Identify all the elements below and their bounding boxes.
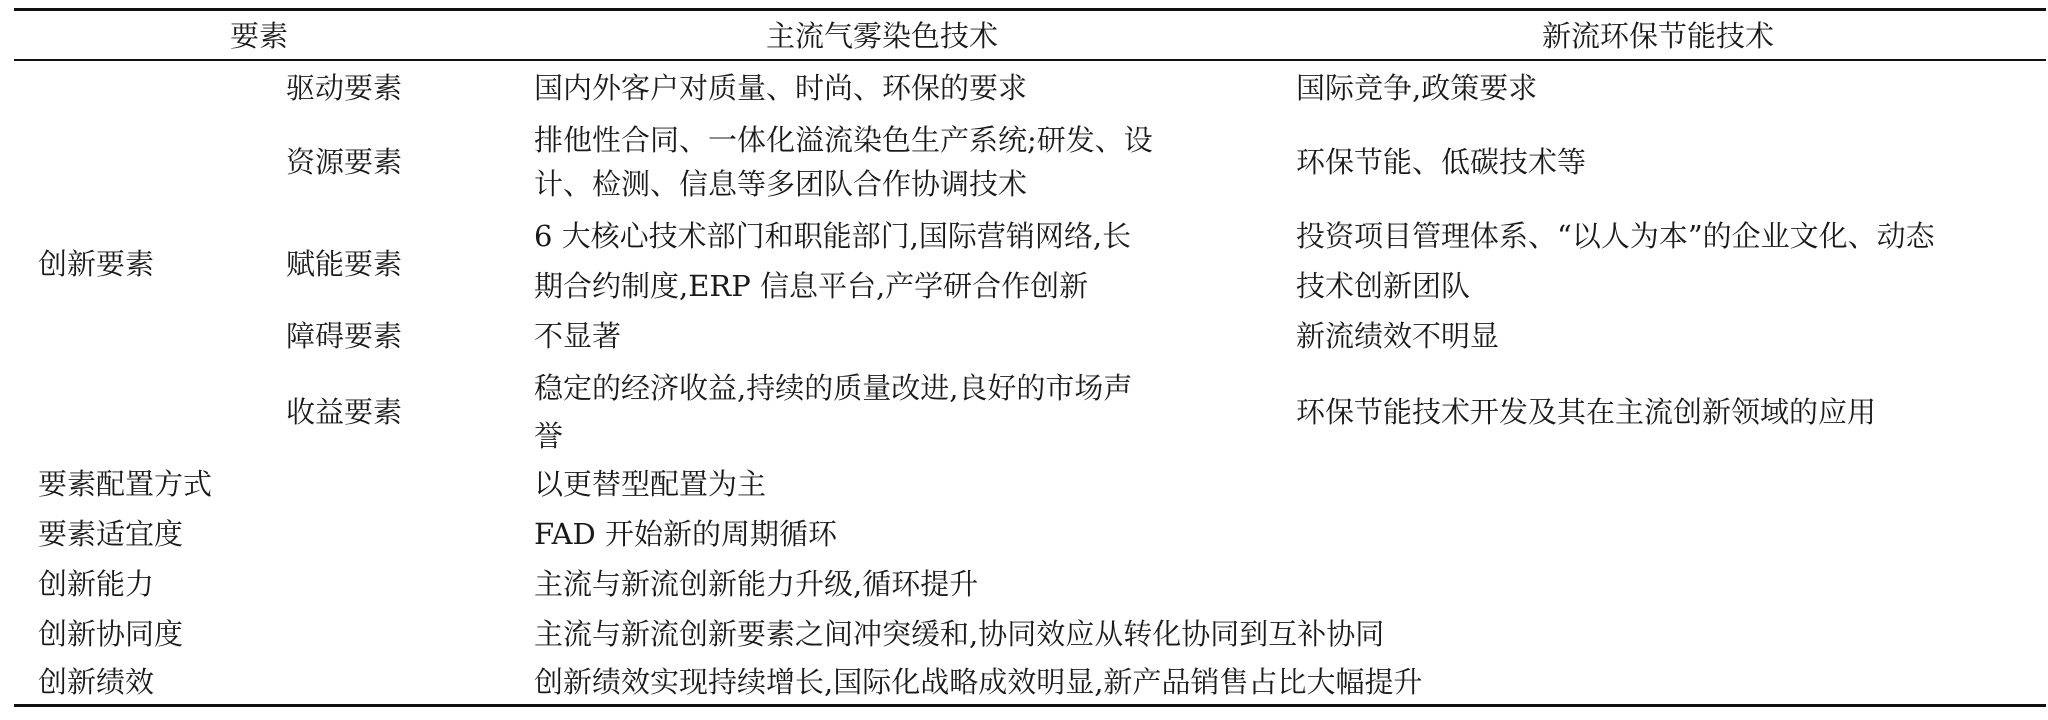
row-mainstream-text: 期合约制度,ERP 信息平台,产学研合作创新 <box>534 269 1089 303</box>
row-value: 主流与新流创新要素之间冲突缓和,协同效应从转化协同到互补协同 <box>534 617 1385 651</box>
row-mainstream-text: 誉 <box>534 419 564 453</box>
row-newstream-text: 环保节能技术开发及其在主流创新领域的应用 <box>1296 395 1877 429</box>
row-newstream-text: 新流绩效不明显 <box>1296 319 1500 353</box>
row-label: 创新协同度 <box>38 617 184 651</box>
innovation-factors-label: 创新要素 <box>38 247 155 281</box>
row-mainstream-text: 计、检测、信息等多团队合作协调技术 <box>534 167 1028 201</box>
table-top-rule <box>14 8 2046 11</box>
row-value: FAD 开始新的周期循环 <box>534 517 838 551</box>
row-label: 创新能力 <box>38 567 155 601</box>
header-mainstream: 主流气雾染色技术 <box>766 19 999 53</box>
row-mainstream-text: 国内外客户对质量、时尚、环保的要求 <box>534 71 1028 105</box>
row-label: 创新绩效 <box>38 665 155 699</box>
row-factor-name: 收益要素 <box>286 395 403 429</box>
row-newstream-text: 国际竞争,政策要求 <box>1296 71 1538 105</box>
row-label: 要素配置方式 <box>38 467 213 501</box>
row-value: 主流与新流创新能力升级,循环提升 <box>534 567 979 601</box>
row-newstream-text: 技术创新团队 <box>1296 269 1471 303</box>
row-mainstream-text: 稳定的经济收益,持续的质量改进,良好的市场声 <box>534 371 1133 405</box>
row-value: 创新绩效实现持续增长,国际化战略成效明显,新产品销售占比大幅提升 <box>534 665 1423 699</box>
row-newstream-text: 环保节能、低碳技术等 <box>1296 145 1587 179</box>
row-newstream-text: 投资项目管理体系、“以人为本”的企业文化、动态 <box>1296 219 1935 253</box>
row-mainstream-text: 不显著 <box>534 319 622 353</box>
row-factor-name: 资源要素 <box>286 145 403 179</box>
row-factor-name: 赋能要素 <box>286 247 403 281</box>
row-label: 要素适宜度 <box>38 517 184 551</box>
row-mainstream-text: 排他性合同、一体化溢流染色生产系统;研发、设 <box>534 123 1153 157</box>
header-newstream: 新流环保节能技术 <box>1542 19 1775 53</box>
row-factor-name: 驱动要素 <box>286 71 403 105</box>
row-value: 以更替型配置为主 <box>534 467 767 501</box>
table-header-rule <box>14 59 2046 61</box>
table-bottom-rule <box>14 704 2046 707</box>
row-factor-name: 障碍要素 <box>286 319 403 353</box>
header-factor: 要素 <box>230 19 289 53</box>
row-mainstream-text: 6 大核心技术部门和职能部门,国际营销网络,长 <box>534 219 1132 253</box>
